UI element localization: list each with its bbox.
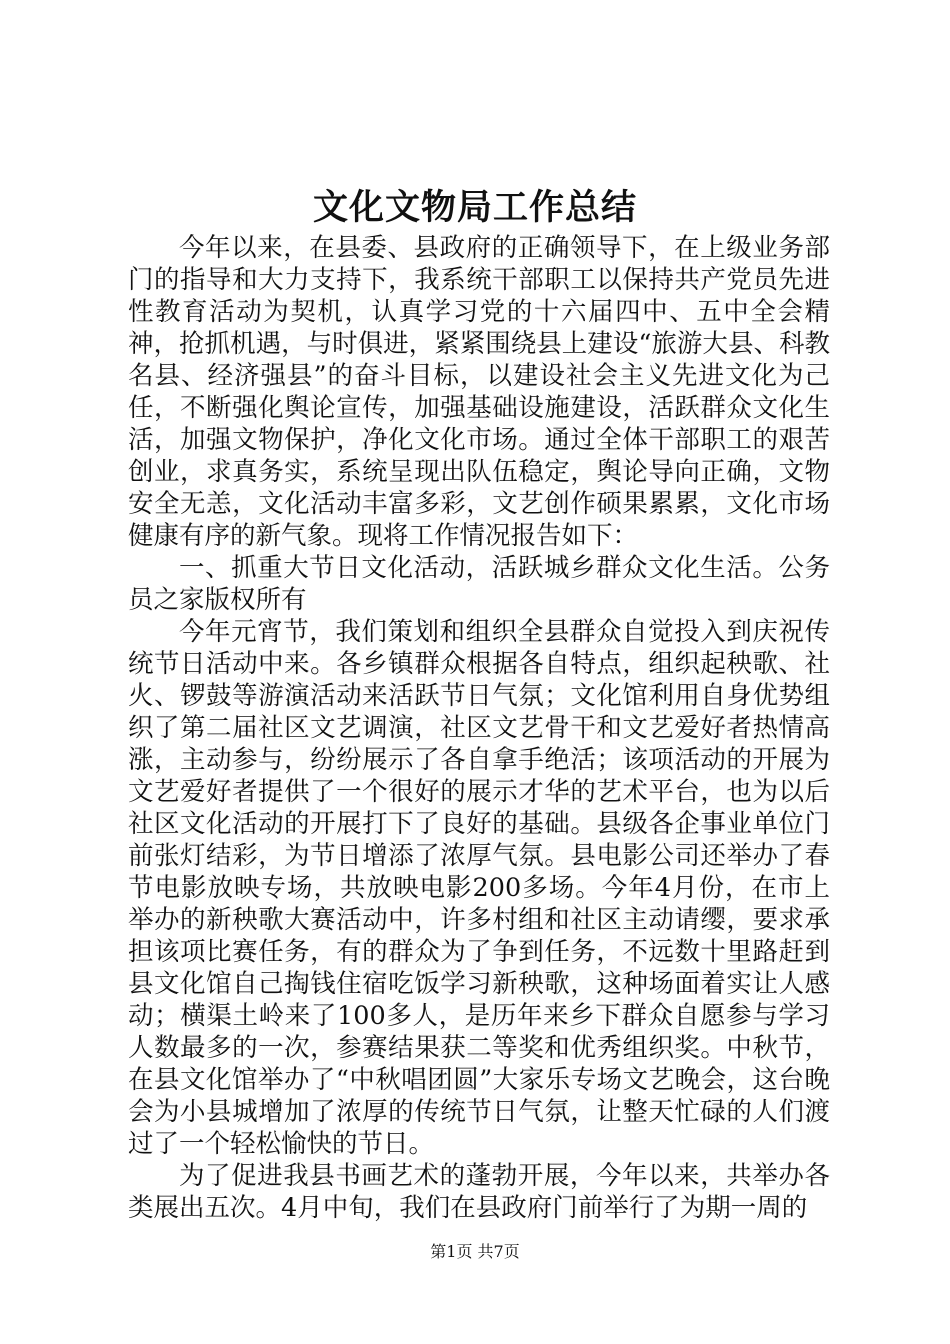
- page-number-footer: 第1页 共7页: [430, 1242, 520, 1261]
- paragraph-lantern-festival: 今年元宵节，我们策划和组织全县群众自觉投入到庆祝传统节日活动中来。各乡镇群众根据各自特点，组织起秧歌、社火、锣鼓等游演活动来活跃节日气氛；文化馆利用自身优势组织了第二届社区文艺调演，社区文艺骨干和文艺爱好者热情高涨，主动参与，纷纷展示了各自拿手绝活；该项活动的开展为文艺爱好者提供了一个很好的展示才华的艺术平台，也为以后社区文化活动的开展打下了良好的基础。县级各企事业单位门前张灯结彩，为节日增添了浓厚气氛。县电影公司还举办了春节电影放映专场，共放映电影200多场。今年4月份，在市上举办的新秧歌大赛活动中，许多村组和社区主动请缨，要求承担该项比赛任务，有的群众为了争到任务，不远数十里路赶到县文化馆自己掏钱住宿吃饭学习新秧歌，这种场面着实让人感动；横渠土岭来了100多人，是历年来乡下群众自愿参与学习人数最多的一次，参赛结果获二等奖和优秀组织奖。中秋节，在县文化馆举办了“中秋唱团圆”大家乐专场文艺晚会，这台晚会为小县城增加了浓厚的传统节日气氛，让整天忙碌的人们渡过了一个轻松愉快的节日。: [128, 617, 830, 1159]
- paragraph-section-heading: 一、抓重大节日文化活动，活跃城乡群众文化生活。公务员之家版权所有: [128, 553, 830, 615]
- document-title: 文化文物局工作总结: [312, 187, 637, 228]
- paragraph-calligraphy-exhibitions: 为了促进我县书画艺术的蓬勃开展，今年以来，共举办各类展出五次。4月中旬，我们在县政府门前举行了为期一周的: [128, 1161, 830, 1223]
- document-body: [128, 232, 830, 1224]
- paragraph-intro: 今年以来，在县委、县政府的正确领导下，在上级业务部门的指导和大力支持下，我系统干部职工以保持共产党员先进性教育活动为契机，认真学习党的十六届四中、五中全会精神，抢抓机遇，与时俱进，紧紧围绕县上建设“旅游大县、科教名县、经济强县”的奋斗目标，以建设社会主义先进文化为己任，不断强化舆论宣传，加强基础设施建设，活跃群众文化生活，加强文物保护，净化文化市场。通过全体干部职工的艰苦创业，求真务实，系统呈现出队伍稳定，舆论导向正确，文物安全无恙，文化活动丰富多彩，文艺创作硕果累累，文化市场健康有序的新气象。现将工作情况报告如下：: [128, 233, 830, 551]
